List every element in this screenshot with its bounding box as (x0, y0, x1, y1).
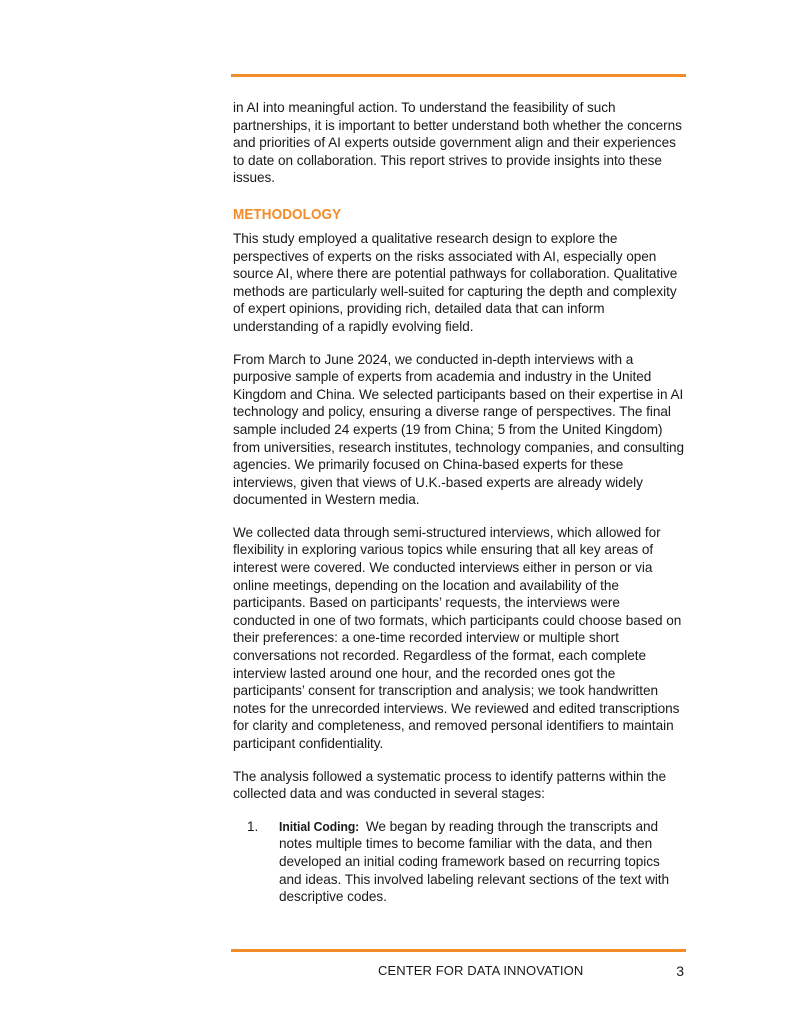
analysis-steps-list (233, 818, 685, 906)
list-item-title: Initial Coding: (279, 818, 360, 834)
footer-rule (231, 949, 686, 952)
body-paragraph: The analysis followed a systematic process to identify patterns within the collected data and was conducted in several stages: (233, 768, 667, 802)
list-item-text: We began by reading through the transcripts and notes multiple times to become familiar with the data, and then developed an initial coding framework based on recurring topics and ideas. This involved labeling relevant sections of the text with descriptive codes. (279, 818, 670, 905)
list-item-number: 1. (247, 818, 259, 834)
list-item (247, 818, 685, 906)
footer-org-name: CENTER FOR DATA INNOVATION (378, 963, 584, 978)
body-paragraph: From March to June 2024, we conducted in-depth interviews with a purposive sample of experts from academia and industry in the United Kingdom and China. We selected participants based on their expertise in AI technology and policy, ensuring a diverse range of perspectives. The final sample included 24 experts (19 from China; 5 from the United Kingdom) from universities, research institutes, technology companies, and consulting agencies. We primarily focused on China-based experts for these interviews, given that views of U.K.-based experts are already widely documented in Western media. (233, 351, 685, 508)
intro-paragraph: in AI into meaningful action. To understand the feasibility of such partnerships, it is important to better understand both whether the concerns and priorities of AI experts outside government align and their experiences to date on collaboration. This report strives to provide insights into these issues. (233, 100, 682, 186)
body-paragraph: We collected data through semi-structured interviews, which allowed for flexibility in exploring various topics while ensuring that all key areas of interest were covered. We conducted interviews either in person or via online meetings, depending on the location and availability of the participants. Based on participants’ requests, the interviews were conducted in one of two formats, which participants could choose based on their preferences: a one-time recorded interview or multiple short conversations not recorded. Regardless of the format, each complete interview lasted around one hour, and the recorded ones got the participants’ consent for transcription and analysis; we took handwritten notes for the unrecorded interviews. We reviewed and edited transcriptions for clarity and completeness, and removed personal identifiers to maintain participant confidentiality. (233, 524, 682, 751)
page-body (233, 99, 685, 906)
section-heading: METHODOLOGY (233, 205, 342, 223)
body-paragraph: This study employed a qualitative research design to explore the perspectives of experts on the risks associated with AI, especially open source AI, where there are potential pathways for collaboration. Qualitative methods are particularly well-suited for capturing the depth and complexity of expert opinions, providing rich, detailed data that can inform understanding of a rapidly evolving field. (233, 230, 678, 334)
header-rule (231, 74, 686, 77)
page-number: 3 (676, 963, 684, 979)
page-footer (231, 962, 686, 980)
